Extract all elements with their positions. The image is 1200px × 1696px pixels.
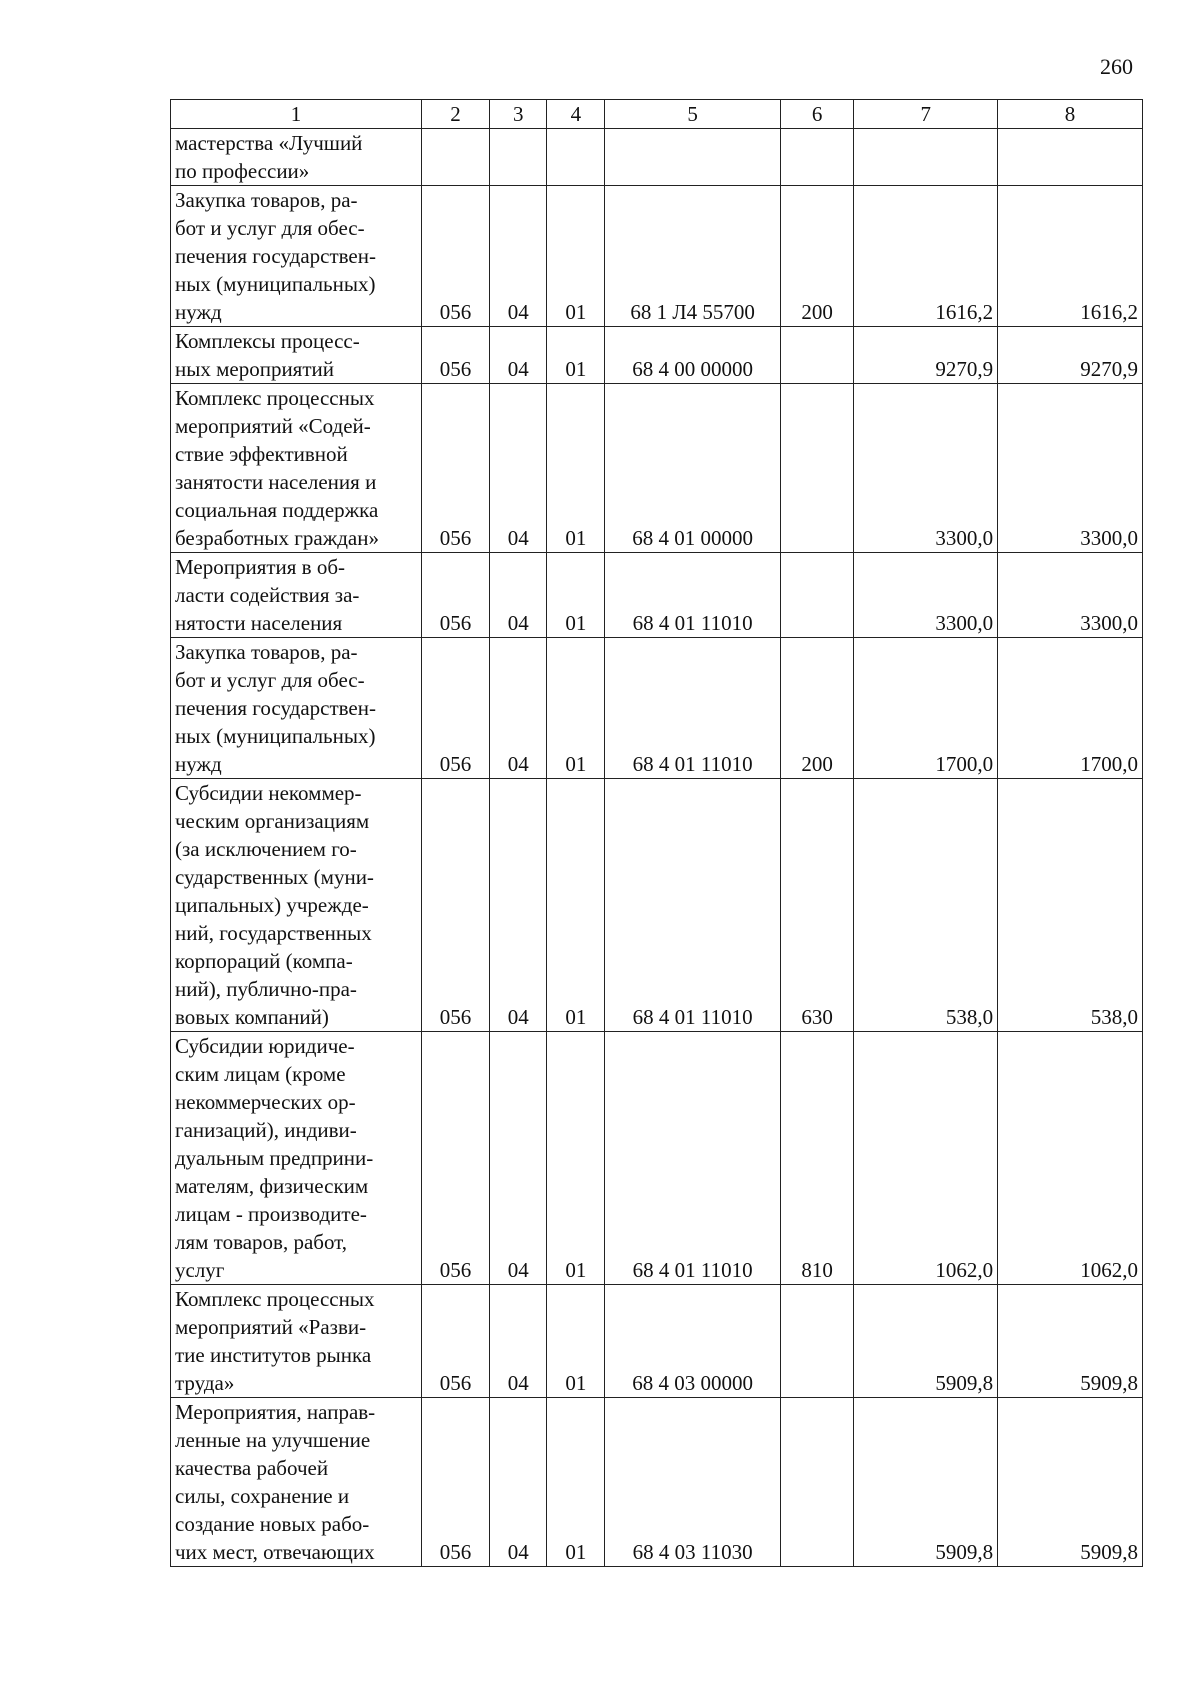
cell-subsection: 01 — [547, 1032, 605, 1285]
table-row — [171, 1398, 1143, 1567]
cell-amount-year2: 3300,0 — [998, 553, 1143, 638]
header-cell: 6 — [780, 100, 853, 129]
cell-section — [490, 129, 547, 186]
cell-expense-type: 630 — [780, 779, 853, 1032]
cell-grbs: 056 — [421, 779, 489, 1032]
cell-name: Комплекс процессных мероприятий «Содей- ствие эффективной занятости населения и социальная поддержка безработных граждан» — [171, 384, 422, 553]
header-cell: 2 — [421, 100, 489, 129]
cell-section: 04 — [490, 1032, 547, 1285]
header-cell: 4 — [547, 100, 605, 129]
budget-table — [170, 99, 1143, 1567]
cell-expense-type — [780, 1285, 853, 1398]
cell-amount-year2: 1616,2 — [998, 186, 1143, 327]
cell-target-article: 68 4 01 11010 — [605, 553, 780, 638]
cell-target-article: 68 1 Л4 55700 — [605, 186, 780, 327]
table-row — [171, 384, 1143, 553]
header-cell: 1 — [171, 100, 422, 129]
table-row — [171, 1032, 1143, 1285]
cell-amount-year1 — [854, 129, 998, 186]
cell-subsection — [547, 129, 605, 186]
cell-grbs: 056 — [421, 1285, 489, 1398]
cell-amount-year2 — [998, 129, 1143, 186]
cell-target-article: 68 4 03 11030 — [605, 1398, 780, 1567]
cell-amount-year1: 5909,8 — [854, 1398, 998, 1567]
cell-amount-year2: 5909,8 — [998, 1285, 1143, 1398]
cell-target-article: 68 4 01 11010 — [605, 1032, 780, 1285]
cell-grbs: 056 — [421, 186, 489, 327]
cell-subsection: 01 — [547, 1285, 605, 1398]
cell-amount-year1: 5909,8 — [854, 1285, 998, 1398]
cell-expense-type: 200 — [780, 638, 853, 779]
cell-target-article: 68 4 01 11010 — [605, 638, 780, 779]
cell-subsection: 01 — [547, 553, 605, 638]
table-row — [171, 638, 1143, 779]
cell-expense-type — [780, 553, 853, 638]
table-row — [171, 553, 1143, 638]
cell-expense-type — [780, 384, 853, 553]
cell-target-article: 68 4 01 11010 — [605, 779, 780, 1032]
cell-section: 04 — [490, 1398, 547, 1567]
cell-amount-year1: 9270,9 — [854, 327, 998, 384]
cell-expense-type: 810 — [780, 1032, 853, 1285]
table-row — [171, 186, 1143, 327]
page-number: 260 — [1100, 54, 1133, 79]
cell-section: 04 — [490, 553, 547, 638]
header-cell: 3 — [490, 100, 547, 129]
cell-name: Мероприятия в об- ласти содействия за- нятости населения — [171, 553, 422, 638]
table-header-row — [171, 100, 1143, 129]
cell-amount-year2: 1700,0 — [998, 638, 1143, 779]
cell-amount-year2: 9270,9 — [998, 327, 1143, 384]
cell-grbs: 056 — [421, 327, 489, 384]
cell-name: Мероприятия, направ- ленные на улучшение качества рабочей силы, сохранение и создание новых рабо- чих мест, отвечающих — [171, 1398, 422, 1567]
cell-section: 04 — [490, 327, 547, 384]
cell-amount-year1: 538,0 — [854, 779, 998, 1032]
cell-subsection: 01 — [547, 384, 605, 553]
cell-grbs: 056 — [421, 553, 489, 638]
cell-subsection: 01 — [547, 638, 605, 779]
cell-section: 04 — [490, 384, 547, 553]
cell-expense-type: 200 — [780, 186, 853, 327]
cell-amount-year2: 5909,8 — [998, 1398, 1143, 1567]
cell-name: Комплекс процессных мероприятий «Разви- тие институтов рынка труда» — [171, 1285, 422, 1398]
cell-subsection: 01 — [547, 327, 605, 384]
cell-amount-year1: 3300,0 — [854, 553, 998, 638]
cell-amount-year1: 1616,2 — [854, 186, 998, 327]
table-row — [171, 779, 1143, 1032]
cell-target-article: 68 4 03 00000 — [605, 1285, 780, 1398]
table-row — [171, 327, 1143, 384]
cell-grbs: 056 — [421, 1398, 489, 1567]
cell-expense-type — [780, 129, 853, 186]
header-cell: 8 — [998, 100, 1143, 129]
table-row — [171, 1285, 1143, 1398]
table-row — [171, 129, 1143, 186]
cell-amount-year1: 1062,0 — [854, 1032, 998, 1285]
cell-name: Закупка товаров, ра- бот и услуг для обес- печения государствен- ных (муниципальных) нужд — [171, 186, 422, 327]
cell-section: 04 — [490, 779, 547, 1032]
cell-subsection: 01 — [547, 1398, 605, 1567]
cell-amount-year2: 538,0 — [998, 779, 1143, 1032]
cell-section: 04 — [490, 1285, 547, 1398]
cell-amount-year1: 1700,0 — [854, 638, 998, 779]
cell-subsection: 01 — [547, 186, 605, 327]
cell-target-article: 68 4 00 00000 — [605, 327, 780, 384]
cell-expense-type — [780, 1398, 853, 1567]
cell-section: 04 — [490, 638, 547, 779]
cell-name: Субсидии юридиче- ским лицам (кроме некоммерческих ор- ганизаций), индиви- дуальным предприни- мателям, физическим лицам - производите- лям товаров, работ, услуг — [171, 1032, 422, 1285]
cell-name: Закупка товаров, ра- бот и услуг для обес- печения государствен- ных (муниципальных) нужд — [171, 638, 422, 779]
cell-name: Субсидии некоммер- ческим организациям (за исключением го- сударственных (муни- ципальных) учрежде- ний, государственных корпораций (компа- ний), публично-пра- вовых компаний) — [171, 779, 422, 1032]
table-body — [171, 129, 1143, 1567]
cell-expense-type — [780, 327, 853, 384]
cell-grbs: 056 — [421, 1032, 489, 1285]
cell-section: 04 — [490, 186, 547, 327]
cell-target-article: 68 4 01 00000 — [605, 384, 780, 553]
cell-target-article — [605, 129, 780, 186]
cell-name: мастерства «Лучший по профессии» — [171, 129, 422, 186]
cell-grbs — [421, 129, 489, 186]
cell-name: Комплексы процесс- ных мероприятий — [171, 327, 422, 384]
cell-grbs: 056 — [421, 384, 489, 553]
header-cell: 7 — [854, 100, 998, 129]
header-cell: 5 — [605, 100, 780, 129]
cell-subsection: 01 — [547, 779, 605, 1032]
cell-amount-year2: 1062,0 — [998, 1032, 1143, 1285]
cell-amount-year2: 3300,0 — [998, 384, 1143, 553]
cell-amount-year1: 3300,0 — [854, 384, 998, 553]
cell-grbs: 056 — [421, 638, 489, 779]
